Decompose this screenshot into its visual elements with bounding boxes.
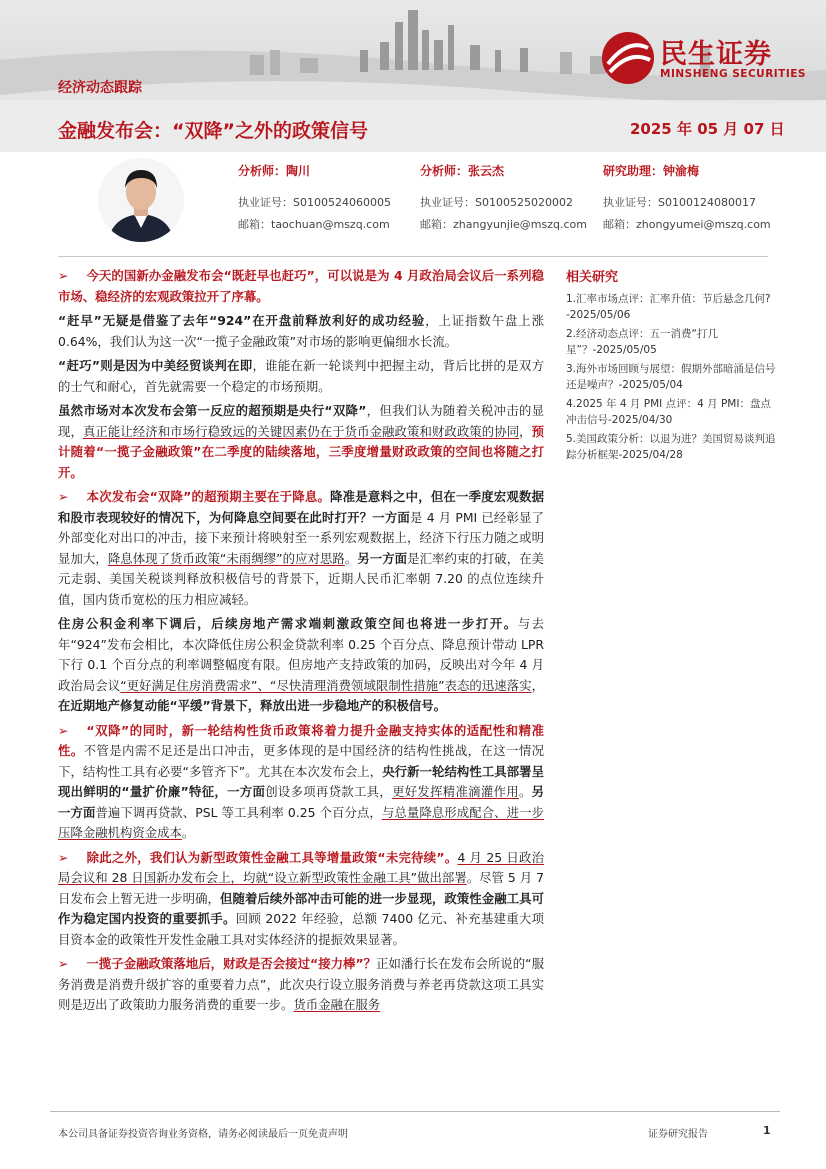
analyst-3 [603, 164, 771, 240]
paragraph: ➢ 一揽子金融政策落地后，财政是否会接过“接力棒”？正如潘行长在发布会所说的“服务消费是消费升级扩容的重要着力点”，此次央行设立服务消费与养老再贷款这项工具实则是迈出了政策助力服务消费的重要一步。货币金融在服务 [58, 956, 544, 1012]
analyst-name: 分析师：陶川 [238, 164, 311, 178]
related-item[interactable]: 5.美国政策分析：以退为进？美国贸易谈判追踪分析框架-2025/04/28 [566, 432, 776, 461]
report-type: 经济动态跟踪 [58, 80, 142, 96]
analyst-cert: 执业证号：S0100525020002 [420, 196, 573, 209]
minsheng-logo-icon [600, 30, 656, 86]
analyst-email[interactable]: 邮箱：zhangyunjie@mszq.com [420, 218, 587, 231]
related-heading: 相关研究 [566, 270, 619, 285]
page-number: 1 [763, 1124, 771, 1137]
analyst-cert: 执业证号：S0100524060005 [238, 196, 391, 209]
analyst-email[interactable]: 邮箱：zhongyumei@mszq.com [603, 218, 771, 231]
bullet-arrow-icon: ➢ [58, 849, 69, 865]
analyst-2 [420, 164, 587, 240]
paragraph: 虽然市场对本次发布会第一反应的超预期是央行“双降”，但我们认为随着关税冲击的显现，真正能让经济和市场行稳致远的关键因素仍在于货币金融政策和财政政策的协同，预计随着“一揽子金融政策”在二季度的陆续落地，三季度增量财政政策的空间也将随之打开。 [58, 403, 545, 480]
related-item[interactable]: 1.汇率市场点评：汇率升值：节后悬念几何?-2025/05/06 [566, 292, 771, 321]
header-divider [58, 256, 768, 257]
paragraph: “赶早”无疑是借鉴了去年“924”在开盘前释放利好的成功经验，上证指数午盘上涨 0.64%，我们认为这一次“一揽子金融政策”对市场的影响更偏细水长流。 [58, 313, 544, 349]
analyst-photo [98, 158, 184, 242]
related-item[interactable]: 4.2025 年 4 月 PMI 点评：4 月 PMI：盘点冲击信号-2025/04/30 [566, 397, 771, 426]
header-banner [0, 0, 826, 152]
footer-divider [50, 1111, 780, 1112]
analyst-name: 研究助理：钟渝梅 [603, 164, 700, 178]
related-research [566, 270, 776, 466]
footer-report-type: 证券研究报告 [648, 1129, 708, 1140]
related-item[interactable]: 2.经济动态点评：五一消费“打几星”？-2025/05/05 [566, 327, 718, 356]
footer-disclaimer: 本公司具备证券投资咨询业务资格，请务必阅读最后一页免责声明 [58, 1129, 348, 1140]
paragraph: “赶巧”则是因为中美经贸谈判在即，谁能在新一轮谈判中把握主动，背后比拼的是双方的士气和耐心，首先就需要一个稳定的市场预期。 [58, 358, 544, 394]
analyst-1 [238, 164, 391, 240]
analyst-email[interactable]: 邮箱：taochuan@mszq.com [238, 218, 390, 231]
paragraph: 住房公积金利率下调后，后续房地产需求端刺激政策空间也将进一步打开。与去年“924”发布会相比，本次降低住房公积金贷款利率 0.25 个百分点、降息预计带动 LPR 下行 0.1 个百分点的利率调整幅度有限。但房地产支持政策的加码，反映出对今年 4 月政治局会议“更好满足住房消费需求”、“尽快清理消费领域限制性措施”表态的迅速落实，在近期地产修复动能“平缓”背景下，释放出进一步稳地产的积极信号。 [58, 616, 545, 713]
paragraph: ➢ 除此之外，我们认为新型政策性金融工具等增量政策“未完待续”。4 月 25 日政治局会议和 28 日国新办发布会上，均就“设立新型政策性金融工具”做出部署。尽管 5 月 7 日发布会上暂无进一步明确，但随着后续外部冲击可能的进一步显现，政策性金融工具可作为稳定国内投资的重要抓手。回顾 2022 年经验，总额 7400 亿元、补充基建重大项目资本金的政策性开发性金融工具对实体经济的提振效果显著。 [58, 849, 545, 947]
bullet-arrow-icon: ➢ [58, 722, 69, 738]
analyst-name: 分析师：张云杰 [420, 164, 505, 178]
report-body [58, 266, 544, 1020]
logo-english: MINSHENG SECURITIES [660, 68, 806, 80]
bullet-arrow-icon: ➢ [58, 489, 69, 504]
report-date: 2025 年 05 月 07 日 [630, 120, 785, 138]
analyst-avatar [98, 158, 184, 242]
bullet-arrow-icon: ➢ [58, 956, 69, 971]
related-item[interactable]: 3.海外市场回顾与展望：假期外部暗涌是信号还是噪声？-2025/05/04 [566, 362, 776, 391]
paragraph: ➢ 今天的国新办金融发布会“既赶早也赶巧”，可以说是为 4 月政治局会议后一系列稳市场、稳经济的宏观政策拉开了序幕。 [58, 268, 544, 304]
brand-logo [600, 30, 810, 85]
paragraph: ➢ 本次发布会“双降”的超预期主要在于降息。降准是意料之中，但在一季度宏观数据和股市表现较好的情况下，为何降息空间要在此时打开？一方面是 4 月 PMI 已经彰显了外部变化对出口的冲击，接下来预计将映射至一系列宏观数据上，经济下行压力随之或明显加大，降息体现了货币政策“未雨绸缪”的应对思路。另一方面是汇率约束的打破，在美元走弱、美国关税谈判释放积极信号的背景下，近期人民币汇率朝 7.20 的点位连续升值，国内货币宽松的压力相应减轻。 [58, 489, 545, 607]
analyst-cert: 执业证号：S0100124080017 [603, 196, 756, 209]
logo-chinese: 民生证券 [660, 39, 772, 70]
bullet-arrow-icon: ➢ [58, 268, 69, 283]
paragraph: ➢ “双降”的同时，新一轮结构性货币政策将着力提升金融支持实体的适配性和精准性。不管是内需不足还是出口冲击，更多体现的是中国经济的结构性挑战，在这一情况下，结构性工具有必要“多管齐下”。尤其在本次发布会上，央行新一轮结构性工具部署呈现出鲜明的“量扩价廉”特征，一方面创设多项再贷款工具，更好发挥精准滴灌作用。另一方面普遍下调再贷款、PSL 等工具利率 0.25 个百分点，与总量降息形成配合、进一步压降金融机构资金成本。 [58, 722, 545, 840]
report-title: 金融发布会：“双降”之外的政策信号 [58, 120, 368, 142]
